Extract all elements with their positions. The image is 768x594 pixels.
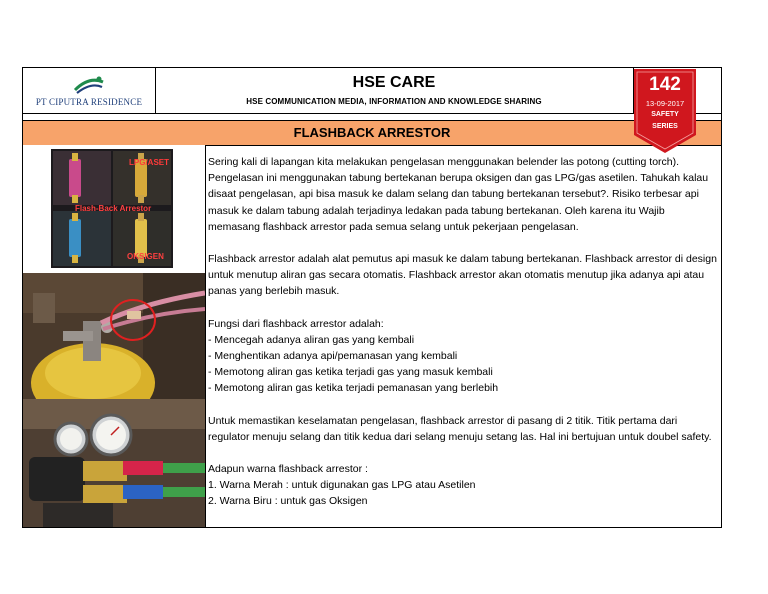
arrestor-product-image [23, 145, 205, 273]
header [23, 68, 721, 114]
photo-flashback-arrestors [23, 145, 205, 273]
page-title: HSE CARE [352, 74, 436, 91]
function-item: - Menghentikan adanya api/pemanasan yang kembali [208, 350, 458, 363]
issue-number: 142 [649, 74, 681, 95]
label-flashback: Flash-Back Arrestor [75, 204, 152, 213]
title-block [156, 68, 632, 113]
label-lpg-aset: LPG/ASET [129, 158, 170, 167]
section-title: FLASHBACK ARRESTOR [23, 120, 721, 146]
badge-line-safety: SAFETY [651, 111, 679, 118]
photo-regulator [23, 399, 205, 528]
safety-bulletin [22, 67, 722, 528]
functions-title: Fungsi dari flashback arrestor adalah: [208, 317, 384, 330]
paragraph-definition: Flashback arrestor adalah alat pemutus api masuk ke dalam tabung bertekanan. Flashback arrestor di design untuk menutup aliran gas secara otomatis. Flashback arrestor akan otomatis menutup jika adanya api atau panas yang berlebih masuk. [208, 253, 717, 298]
badge-line-series: SERIES [652, 123, 678, 130]
company-name: PT CIPUTRA RESIDENCE [35, 97, 143, 107]
regulator-photo-image [23, 399, 205, 528]
page-subtitle: HSE COMMUNICATION MEDIA, INFORMATION AND KNOWLEDGE SHARING [246, 97, 542, 106]
label-oksigen: OKSIGEN [127, 252, 164, 261]
issue-badge [634, 69, 696, 153]
function-item: - Memotong aliran gas ketika terjadi gas yang masuk kembali [208, 366, 493, 379]
colors-title: Adapun warna flashback arrestor : [208, 463, 368, 476]
paragraph-intro: Sering kali di lapangan kita melakukan pengelasan menggunakan belender las potong (cutting torch). Pengelasan ini menggunakan tabung bertekanan berupa oksigen dan gas LPG/gas asetilen. Tahukah kalau disaat pengelasan, api bisa masuk ke dalam selang dan tabung bertekanan tersebut?. Risiko terbesar api masuk ke dalam tabung adalah terjadinya ledakan pada tabung bertekanan. Oleh karena itu Wajib memasang flashback arrestor pada semua selang untuk pekerjaan pengelasan. [208, 156, 709, 233]
function-item: - Memotong aliran gas ketika terjadi pemanasan yang berlebih [208, 382, 499, 395]
photo-cylinder-arrestor [23, 273, 205, 399]
photo-column [23, 145, 206, 528]
ciputra-logo-icon [69, 74, 109, 96]
company-logo [23, 68, 156, 113]
article-body [208, 154, 718, 510]
color-item: 1. Warna Merah : untuk digunakan gas LPG atau Asetilen [208, 479, 476, 492]
function-item: - Mencegah adanya aliran gas yang kembali [208, 333, 415, 346]
paragraph-installation: Untuk memastikan keselamatan pengelasan, flashback arrestor di pasang di 2 titik. Titik pertama dari regulator menuju selang dan titik kedua dari selang menuju setang las. Hal ini bertujuan untuk doubel safety. [208, 414, 712, 443]
color-item: 2. Warna Biru : untuk gas Oksigen [208, 495, 368, 508]
cylinder-photo-image [23, 273, 205, 399]
issue-date: 13-09-2017 [645, 99, 685, 108]
